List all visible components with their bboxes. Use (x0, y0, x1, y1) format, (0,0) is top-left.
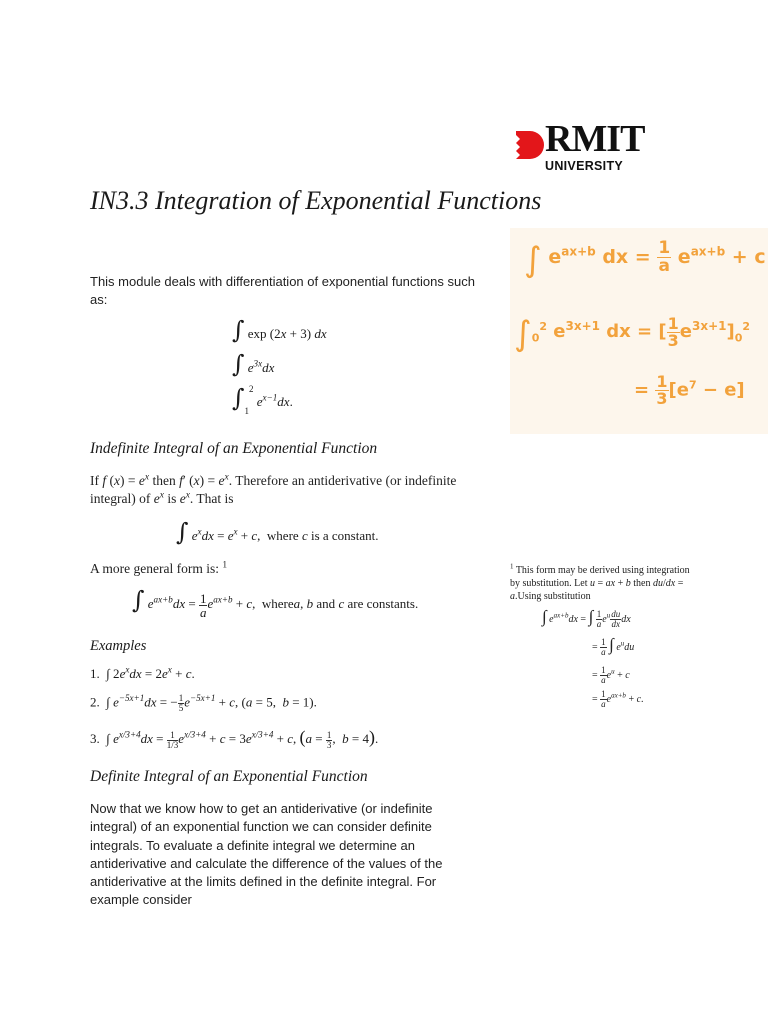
section2-paragraph: Now that we know how to get an antiderivative (or indefinite integral) of an exponential function we can consider definite integrals. To evaluate a definite integral we determine an antiderivative and calculate the difference of the values of the antiderivative at the limits defined in the definite integral. For example consider (90, 801, 443, 908)
intro-integral-2: ∫ $e^{3x}dx$ (232, 350, 275, 378)
sidenote-step-3: = $\frac{1}{a}$ $e^u + c$ (592, 665, 630, 685)
logo-wordmark: RMIT (545, 118, 645, 160)
sidenote-step-2: = $\frac{1}{a}$ ∫ $e^udu$ (592, 635, 635, 658)
general-form-eq: ∫ $e^{ax+b}dx$ = $\frac{1}{a}$ $e^{ax+b} + c$, wherea, b and c are constants. (132, 586, 419, 620)
highlight-eq-3: = $\frac{1}{3}$ $[e^7 - e]$ (634, 372, 745, 408)
intro-paragraph: This module deals with differentiation of exponential functions such as: (90, 274, 475, 307)
highlight-eq-2: $\int_0^2$ $e^{3x+1}$ dx = [ $\frac{1}{3}$ $e^{3x+1}]_0^2$ (514, 313, 751, 354)
section1-paragraph: If f $(x) = e^x$ then f′ $(x) = e^x$. Therefore an antiderivative (or indefinite integral) of $e^x$ is $e^x$. That is (90, 472, 457, 506)
footnote-mark[interactable]: 1 (222, 560, 228, 571)
page-title: IN3.3 Integration of Exponential Functions (90, 186, 542, 215)
logo-subtitle: UNIVERSITY (545, 159, 624, 173)
section-heading-indefinite: Indefinite Integral of an Exponential Function (90, 440, 378, 457)
intro-integral-1: ∫ exp (2x + 3) dx (232, 316, 327, 344)
general-form-intro: A more general form is: $^1$ (90, 560, 228, 576)
example-1: 1. ∫ $2e^xdx = 2e^x + c$. (90, 664, 195, 681)
examples-heading: Examples (90, 638, 147, 654)
example-2: 2. ∫ $e^{-5x+1}dx$ = − $\frac{1}{5}$ $e^{-5x+1} + c$, (a = 5, b = 1). (90, 693, 317, 713)
basic-antiderivative-eq: ∫ $e^xdx = e^x + c$, where c is a constant. (176, 518, 379, 546)
sidenote-step-1: ∫ $e^{ax+b}dx$ = ∫ $\frac{1}{a}$ $e^u$ $\frac{du}{dx}$ dx (542, 607, 631, 630)
sidenote-text: $^1$ This form may be derived using integration by substitution. Let u = ax + b then du/dx = a.Using substitution (510, 562, 690, 602)
example-3: 3. ∫ $e^{x/3+4}dx$ = $\frac{1}{1/3}$ $e^{x/3+4} + c = 3e^{x/3+4} + c$, (a = $\frac{1}{3}$ , b = 4). (90, 727, 379, 750)
sidenote-step-4: = $\frac{1}{a}$ $e^{ax+b} + c$. (592, 689, 644, 709)
rmit-logo-icon (510, 127, 546, 163)
section-heading-definite: Definite Integral of an Exponential Function (90, 768, 368, 785)
intro-integral-3: $\int_1^2$ $e^{x-1}dx$. (232, 384, 293, 416)
formula-highlight-box (510, 228, 768, 434)
highlight-eq-1: ∫ $e^{ax+b}$ dx = $\frac{1}{a}$ $e^{ax+b} + c$ (524, 238, 766, 280)
